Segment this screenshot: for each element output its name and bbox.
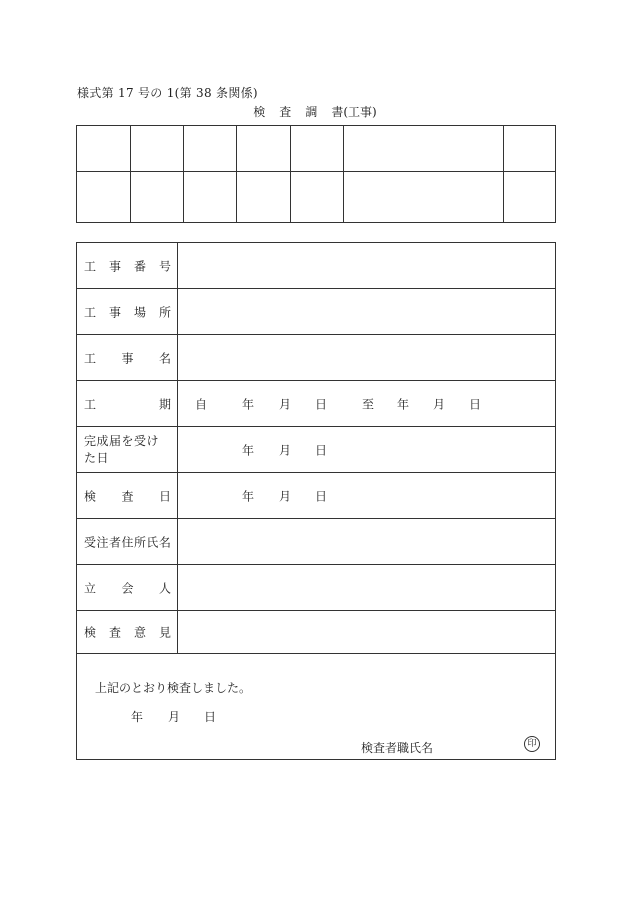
row-label-text: 立 会 人 xyxy=(84,581,171,595)
row-label xyxy=(77,611,178,653)
row-label xyxy=(77,381,178,426)
period-to-year: 年 xyxy=(397,397,410,411)
period-to-day: 日 xyxy=(469,397,482,411)
row-label-text: 工 事 番 号 xyxy=(84,259,171,273)
row-label-text: 工 事 名 xyxy=(84,351,171,365)
construction-site-row xyxy=(77,289,555,335)
grid-line xyxy=(503,126,504,222)
notice-day: 日 xyxy=(315,443,328,457)
title-char: 調 xyxy=(305,105,318,119)
certification-area xyxy=(77,654,555,759)
sign-day: 日 xyxy=(204,710,217,724)
period-from-year: 年 xyxy=(242,397,255,411)
inspection-form-table xyxy=(76,242,556,760)
title-char: 査 xyxy=(279,105,292,119)
row-label-text: 完成届を受けた日 xyxy=(84,433,160,465)
sign-month: 月 xyxy=(168,710,181,724)
inspection-month: 月 xyxy=(279,489,292,503)
grid-line xyxy=(236,126,237,222)
construction-number-row xyxy=(77,243,555,289)
contractor-row xyxy=(77,519,555,565)
grid-line xyxy=(77,171,555,172)
witness-row xyxy=(77,565,555,611)
title-char: 検 xyxy=(253,105,266,119)
period-from-day: 日 xyxy=(315,397,328,411)
row-label-text: 工 期 xyxy=(84,397,171,411)
completion-notice-date-row xyxy=(77,427,555,473)
approval-stamp-grid xyxy=(76,125,556,223)
row-label-text: 検 査 日 xyxy=(84,489,171,503)
inspection-year: 年 xyxy=(242,489,255,503)
period-from-month: 月 xyxy=(279,397,292,411)
row-label-text: 検 査 意 見 xyxy=(84,625,171,640)
row-label xyxy=(77,243,178,288)
certification-statement: 上記のとおり検査しました。 xyxy=(95,681,252,695)
construction-period-row xyxy=(77,381,555,427)
period-to-month: 月 xyxy=(433,397,446,411)
sign-year: 年 xyxy=(131,710,144,724)
row-label-text: 受 注 者 住 所 氏 名 xyxy=(84,535,171,549)
row-label-text: 工 事 場 所 xyxy=(84,305,171,319)
row-label xyxy=(77,289,178,334)
grid-line xyxy=(130,126,131,222)
inspection-opinion-row xyxy=(77,611,555,654)
grid-line xyxy=(343,126,344,222)
notice-month: 月 xyxy=(279,443,292,457)
grid-line xyxy=(290,126,291,222)
document-title xyxy=(0,103,630,120)
inspection-day: 日 xyxy=(315,489,328,503)
seal-mark-icon: 印 xyxy=(524,736,540,752)
row-label xyxy=(77,473,178,518)
inspection-date-row xyxy=(77,473,555,519)
period-to: 至 xyxy=(362,397,375,411)
form-code: 様式第 17 号の 1(第 38 条関係) xyxy=(77,86,258,100)
construction-name-row xyxy=(77,335,555,381)
period-from: 自 xyxy=(195,397,208,411)
notice-year: 年 xyxy=(242,443,255,457)
title-char: 書(工事) xyxy=(331,105,377,119)
row-label xyxy=(77,565,178,610)
inspector-name-label: 検査者職氏名 xyxy=(361,741,434,755)
row-label xyxy=(77,427,178,472)
row-label xyxy=(77,335,178,380)
row-label xyxy=(77,519,178,564)
grid-line xyxy=(183,126,184,222)
